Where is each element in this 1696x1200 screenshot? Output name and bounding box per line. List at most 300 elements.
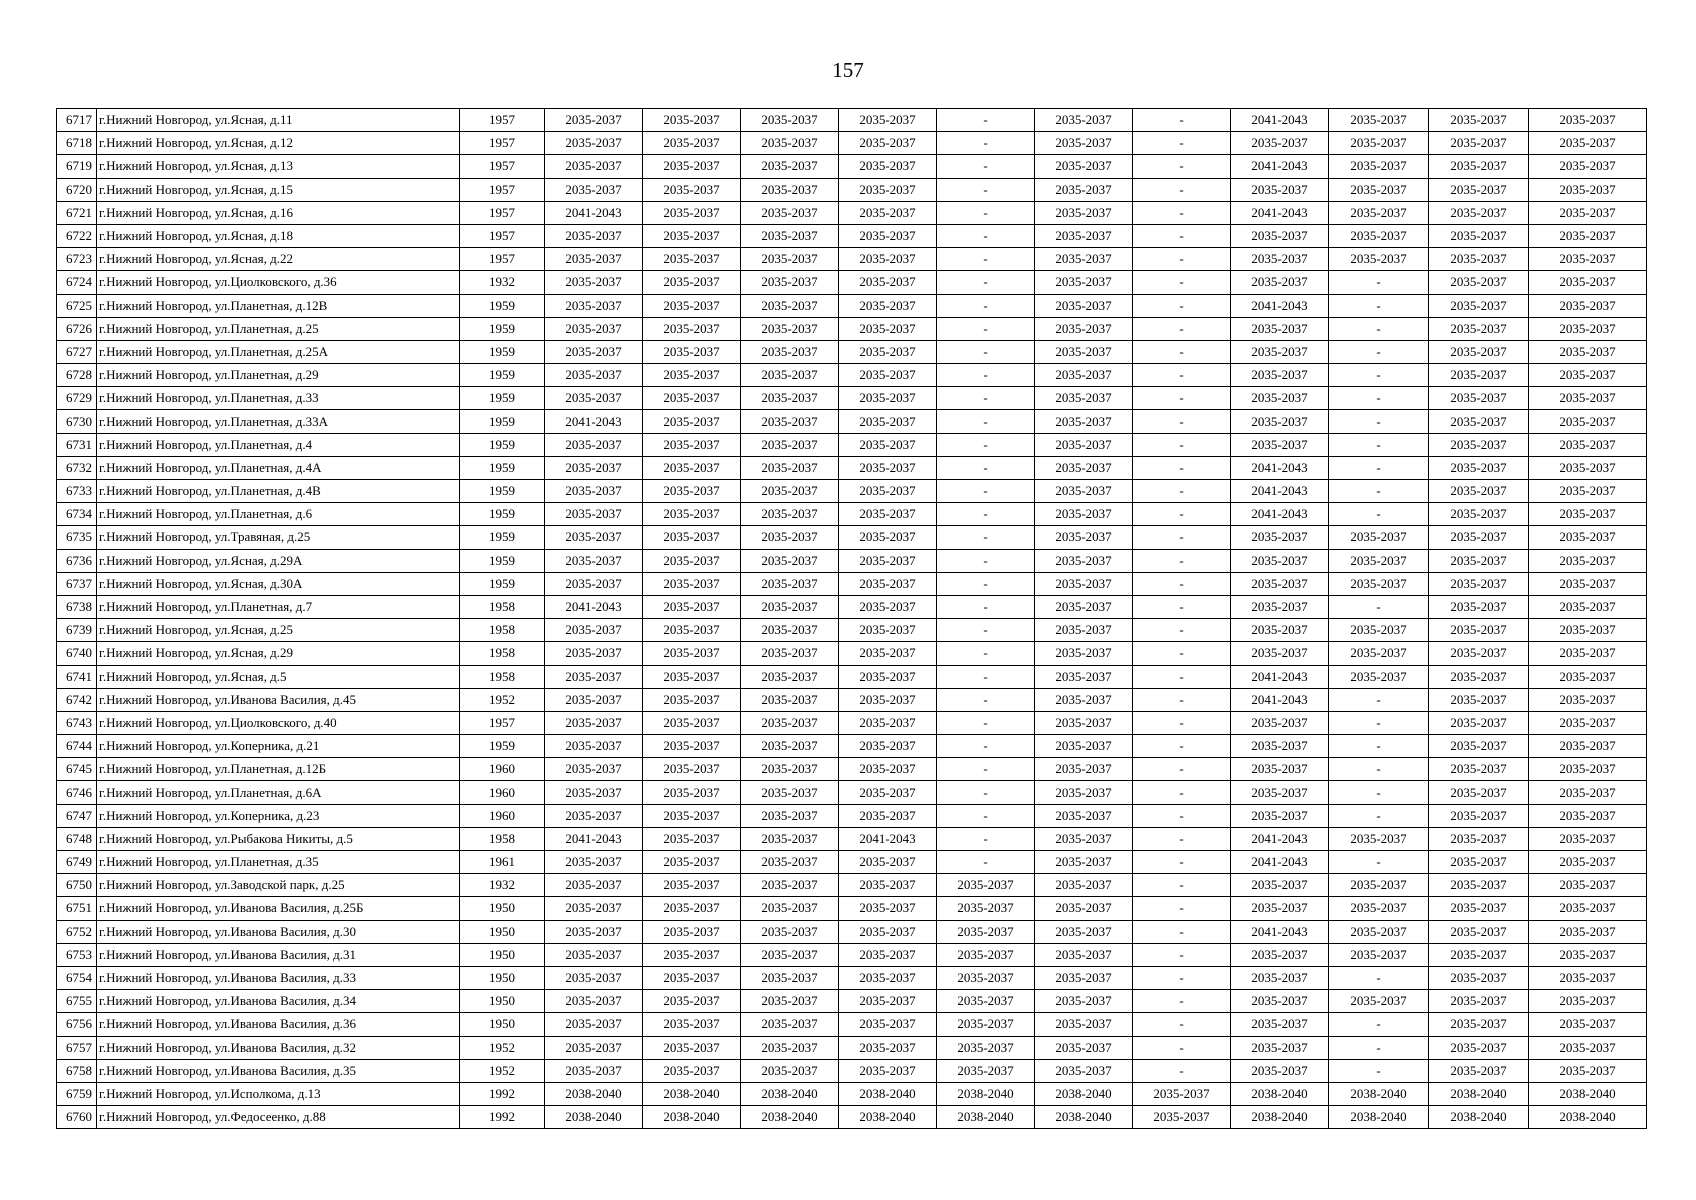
term-cell-1: 2035-2037 [545, 178, 643, 201]
term-cell-7: - [1133, 688, 1231, 711]
term-cell-5: - [937, 781, 1035, 804]
term-cell-7: - [1133, 132, 1231, 155]
term-cell-2: 2035-2037 [643, 943, 741, 966]
term-cell-5: - [937, 688, 1035, 711]
table-row [57, 572, 1647, 595]
term-cell-11: 2035-2037 [1529, 503, 1647, 526]
term-cell-6: 2035-2037 [1035, 294, 1133, 317]
term-cell-3: 2035-2037 [741, 132, 839, 155]
table-row [57, 874, 1647, 897]
term-cell-9: 2035-2037 [1329, 642, 1429, 665]
term-cell-4: 2035-2037 [839, 132, 937, 155]
term-cell-2: 2035-2037 [643, 155, 741, 178]
term-cell-9: - [1329, 317, 1429, 340]
term-cell-6: 2035-2037 [1035, 248, 1133, 271]
term-cell-5: - [937, 433, 1035, 456]
term-cell-4: 2035-2037 [839, 549, 937, 572]
row-number-cell: 6724 [57, 271, 97, 294]
term-cell-3: 2035-2037 [741, 595, 839, 618]
table-row [57, 224, 1647, 247]
term-cell-11: 2035-2037 [1529, 758, 1647, 781]
term-cell-2: 2035-2037 [643, 132, 741, 155]
term-cell-2: 2035-2037 [643, 433, 741, 456]
address-cell: г.Нижний Новгород, ул.Ясная, д.25 [97, 619, 460, 642]
row-number-cell: 6720 [57, 178, 97, 201]
year-cell: 1957 [460, 132, 545, 155]
term-cell-7: - [1133, 619, 1231, 642]
year-cell: 1959 [460, 480, 545, 503]
address-cell: г.Нижний Новгород, ул.Ясная, д.12 [97, 132, 460, 155]
term-cell-10: 2038-2040 [1429, 1106, 1529, 1129]
term-cell-9: - [1329, 595, 1429, 618]
term-cell-8: 2035-2037 [1231, 317, 1329, 340]
year-cell: 1957 [460, 155, 545, 178]
row-number-cell: 6726 [57, 317, 97, 340]
term-cell-4: 2035-2037 [839, 990, 937, 1013]
year-cell: 1952 [460, 1059, 545, 1082]
row-number-cell: 6735 [57, 526, 97, 549]
address-cell: г.Нижний Новгород, ул.Ясная, д.15 [97, 178, 460, 201]
table-row [57, 1082, 1647, 1105]
term-cell-5: - [937, 178, 1035, 201]
term-cell-7: - [1133, 433, 1231, 456]
term-cell-2: 2035-2037 [643, 178, 741, 201]
table-row [57, 619, 1647, 642]
term-cell-7: - [1133, 665, 1231, 688]
term-cell-11: 2035-2037 [1529, 178, 1647, 201]
year-cell: 1992 [460, 1106, 545, 1129]
term-cell-1: 2035-2037 [545, 688, 643, 711]
row-number-cell: 6739 [57, 619, 97, 642]
address-cell: г.Нижний Новгород, ул.Заводской парк, д.25 [97, 874, 460, 897]
term-cell-3: 2035-2037 [741, 433, 839, 456]
table-row [57, 248, 1647, 271]
table-row [57, 364, 1647, 387]
table-row [57, 1106, 1647, 1129]
term-cell-2: 2035-2037 [643, 364, 741, 387]
term-cell-3: 2035-2037 [741, 665, 839, 688]
term-cell-6: 2035-2037 [1035, 549, 1133, 572]
term-cell-6: 2035-2037 [1035, 433, 1133, 456]
year-cell: 1957 [460, 178, 545, 201]
term-cell-7: - [1133, 920, 1231, 943]
term-cell-5: 2035-2037 [937, 943, 1035, 966]
term-cell-10: 2035-2037 [1429, 781, 1529, 804]
row-number-cell: 6751 [57, 897, 97, 920]
term-cell-3: 2035-2037 [741, 155, 839, 178]
term-cell-3: 2035-2037 [741, 224, 839, 247]
term-cell-9: - [1329, 735, 1429, 758]
row-number-cell: 6756 [57, 1013, 97, 1036]
address-cell: г.Нижний Новгород, ул.Иванова Василия, д.45 [97, 688, 460, 711]
address-cell: г.Нижний Новгород, ул.Ясная, д.29А [97, 549, 460, 572]
term-cell-4: 2035-2037 [839, 526, 937, 549]
table-row [57, 132, 1647, 155]
term-cell-10: 2035-2037 [1429, 132, 1529, 155]
term-cell-11: 2035-2037 [1529, 595, 1647, 618]
term-cell-5: - [937, 758, 1035, 781]
term-cell-10: 2035-2037 [1429, 642, 1529, 665]
term-cell-5: - [937, 271, 1035, 294]
table-row [57, 503, 1647, 526]
term-cell-5: - [937, 201, 1035, 224]
year-cell: 1959 [460, 735, 545, 758]
term-cell-4: 2035-2037 [839, 874, 937, 897]
term-cell-4: 2035-2037 [839, 688, 937, 711]
term-cell-6: 2035-2037 [1035, 178, 1133, 201]
term-cell-10: 2035-2037 [1429, 549, 1529, 572]
term-cell-1: 2035-2037 [545, 1059, 643, 1082]
year-cell: 1952 [460, 1036, 545, 1059]
term-cell-10: 2035-2037 [1429, 224, 1529, 247]
term-cell-6: 2035-2037 [1035, 688, 1133, 711]
term-cell-11: 2035-2037 [1529, 572, 1647, 595]
term-cell-11: 2035-2037 [1529, 433, 1647, 456]
term-cell-6: 2035-2037 [1035, 642, 1133, 665]
term-cell-6: 2035-2037 [1035, 109, 1133, 132]
row-number-cell: 6747 [57, 804, 97, 827]
term-cell-6: 2035-2037 [1035, 804, 1133, 827]
term-cell-8: 2035-2037 [1231, 642, 1329, 665]
term-cell-3: 2035-2037 [741, 1036, 839, 1059]
address-cell: г.Нижний Новгород, ул.Планетная, д.4А [97, 456, 460, 479]
term-cell-6: 2035-2037 [1035, 503, 1133, 526]
term-cell-9: - [1329, 804, 1429, 827]
term-cell-5: - [937, 851, 1035, 874]
term-cell-5: - [937, 526, 1035, 549]
term-cell-10: 2035-2037 [1429, 248, 1529, 271]
term-cell-2: 2035-2037 [643, 201, 741, 224]
year-cell: 1959 [460, 503, 545, 526]
term-cell-2: 2035-2037 [643, 526, 741, 549]
term-cell-3: 2035-2037 [741, 758, 839, 781]
term-cell-10: 2035-2037 [1429, 1013, 1529, 1036]
term-cell-11: 2035-2037 [1529, 920, 1647, 943]
term-cell-2: 2035-2037 [643, 595, 741, 618]
term-cell-3: 2035-2037 [741, 503, 839, 526]
term-cell-7: - [1133, 456, 1231, 479]
year-cell: 1959 [460, 549, 545, 572]
term-cell-2: 2035-2037 [643, 456, 741, 479]
term-cell-2: 2035-2037 [643, 851, 741, 874]
term-cell-11: 2035-2037 [1529, 966, 1647, 989]
term-cell-7: - [1133, 595, 1231, 618]
term-cell-10: 2035-2037 [1429, 201, 1529, 224]
term-cell-1: 2035-2037 [545, 364, 643, 387]
term-cell-1: 2035-2037 [545, 480, 643, 503]
table-row [57, 897, 1647, 920]
table-row [57, 433, 1647, 456]
term-cell-3: 2035-2037 [741, 572, 839, 595]
address-cell: г.Нижний Новгород, ул.Коперника, д.21 [97, 735, 460, 758]
term-cell-6: 2035-2037 [1035, 456, 1133, 479]
row-number-cell: 6755 [57, 990, 97, 1013]
term-cell-2: 2035-2037 [643, 920, 741, 943]
term-cell-4: 2035-2037 [839, 410, 937, 433]
year-cell: 1960 [460, 804, 545, 827]
address-cell: г.Нижний Новгород, ул.Исполкома, д.13 [97, 1082, 460, 1105]
year-cell: 1961 [460, 851, 545, 874]
term-cell-9: 2035-2037 [1329, 572, 1429, 595]
address-cell: г.Нижний Новгород, ул.Планетная, д.4 [97, 433, 460, 456]
term-cell-5: - [937, 572, 1035, 595]
term-cell-5: - [937, 294, 1035, 317]
term-cell-8: 2038-2040 [1231, 1082, 1329, 1105]
address-cell: г.Нижний Новгород, ул.Иванова Василия, д.34 [97, 990, 460, 1013]
term-cell-9: 2035-2037 [1329, 178, 1429, 201]
term-cell-8: 2035-2037 [1231, 271, 1329, 294]
term-cell-3: 2035-2037 [741, 340, 839, 363]
row-number-cell: 6744 [57, 735, 97, 758]
term-cell-11: 2035-2037 [1529, 526, 1647, 549]
term-cell-5: - [937, 619, 1035, 642]
table-row [57, 851, 1647, 874]
row-number-cell: 6731 [57, 433, 97, 456]
year-cell: 1958 [460, 665, 545, 688]
term-cell-2: 2035-2037 [643, 387, 741, 410]
address-cell: г.Нижний Новгород, ул.Циолковского, д.36 [97, 271, 460, 294]
term-cell-7: - [1133, 503, 1231, 526]
term-cell-11: 2035-2037 [1529, 109, 1647, 132]
address-cell: г.Нижний Новгород, ул.Иванова Василия, д.30 [97, 920, 460, 943]
term-cell-7: 2035-2037 [1133, 1106, 1231, 1129]
table-row [57, 1036, 1647, 1059]
term-cell-7: - [1133, 549, 1231, 572]
term-cell-6: 2035-2037 [1035, 619, 1133, 642]
term-cell-2: 2035-2037 [643, 897, 741, 920]
term-cell-10: 2035-2037 [1429, 109, 1529, 132]
term-cell-3: 2035-2037 [741, 711, 839, 734]
year-cell: 1992 [460, 1082, 545, 1105]
term-cell-11: 2035-2037 [1529, 1036, 1647, 1059]
table-row [57, 271, 1647, 294]
year-cell: 1959 [460, 364, 545, 387]
table-row [57, 155, 1647, 178]
term-cell-1: 2035-2037 [545, 874, 643, 897]
term-cell-2: 2035-2037 [643, 665, 741, 688]
address-cell: г.Нижний Новгород, ул.Иванова Василия, д.31 [97, 943, 460, 966]
term-cell-2: 2035-2037 [643, 271, 741, 294]
term-cell-3: 2035-2037 [741, 897, 839, 920]
term-cell-1: 2038-2040 [545, 1082, 643, 1105]
term-cell-8: 2035-2037 [1231, 735, 1329, 758]
term-cell-1: 2035-2037 [545, 711, 643, 734]
term-cell-1: 2035-2037 [545, 990, 643, 1013]
term-cell-10: 2035-2037 [1429, 503, 1529, 526]
term-cell-8: 2041-2043 [1231, 456, 1329, 479]
term-cell-10: 2035-2037 [1429, 480, 1529, 503]
term-cell-8: 2041-2043 [1231, 503, 1329, 526]
term-cell-1: 2041-2043 [545, 595, 643, 618]
term-cell-3: 2035-2037 [741, 688, 839, 711]
term-cell-7: - [1133, 943, 1231, 966]
term-cell-10: 2038-2040 [1429, 1082, 1529, 1105]
term-cell-8: 2038-2040 [1231, 1106, 1329, 1129]
term-cell-10: 2035-2037 [1429, 735, 1529, 758]
address-cell: г.Нижний Новгород, ул.Планетная, д.7 [97, 595, 460, 618]
term-cell-1: 2035-2037 [545, 781, 643, 804]
address-cell: г.Нижний Новгород, ул.Планетная, д.25 [97, 317, 460, 340]
term-cell-9: 2035-2037 [1329, 827, 1429, 850]
term-cell-4: 2035-2037 [839, 1013, 937, 1036]
term-cell-1: 2035-2037 [545, 619, 643, 642]
term-cell-9: - [1329, 1013, 1429, 1036]
year-cell: 1932 [460, 874, 545, 897]
address-cell: г.Нижний Новгород, ул.Иванова Василия, д.33 [97, 966, 460, 989]
table-row [57, 178, 1647, 201]
term-cell-2: 2035-2037 [643, 317, 741, 340]
term-cell-4: 2035-2037 [839, 248, 937, 271]
address-cell: г.Нижний Новгород, ул.Ясная, д.29 [97, 642, 460, 665]
row-number-cell: 6760 [57, 1106, 97, 1129]
year-cell: 1957 [460, 224, 545, 247]
term-cell-1: 2035-2037 [545, 572, 643, 595]
row-number-cell: 6730 [57, 410, 97, 433]
term-cell-1: 2035-2037 [545, 920, 643, 943]
term-cell-2: 2035-2037 [643, 224, 741, 247]
term-cell-5: - [937, 317, 1035, 340]
row-number-cell: 6736 [57, 549, 97, 572]
year-cell: 1958 [460, 827, 545, 850]
term-cell-8: 2041-2043 [1231, 688, 1329, 711]
term-cell-3: 2035-2037 [741, 943, 839, 966]
term-cell-4: 2035-2037 [839, 387, 937, 410]
term-cell-4: 2035-2037 [839, 781, 937, 804]
term-cell-7: - [1133, 874, 1231, 897]
term-cell-8: 2035-2037 [1231, 224, 1329, 247]
term-cell-8: 2041-2043 [1231, 851, 1329, 874]
term-cell-11: 2038-2040 [1529, 1106, 1647, 1129]
term-cell-6: 2035-2037 [1035, 781, 1133, 804]
table-row [57, 781, 1647, 804]
term-cell-3: 2035-2037 [741, 201, 839, 224]
term-cell-1: 2038-2040 [545, 1106, 643, 1129]
term-cell-9: - [1329, 966, 1429, 989]
term-cell-11: 2035-2037 [1529, 271, 1647, 294]
term-cell-3: 2038-2040 [741, 1106, 839, 1129]
term-cell-9: - [1329, 480, 1429, 503]
term-cell-7: - [1133, 1036, 1231, 1059]
term-cell-1: 2035-2037 [545, 132, 643, 155]
term-cell-10: 2035-2037 [1429, 410, 1529, 433]
term-cell-11: 2035-2037 [1529, 224, 1647, 247]
term-cell-8: 2035-2037 [1231, 595, 1329, 618]
term-cell-8: 2035-2037 [1231, 1013, 1329, 1036]
term-cell-1: 2035-2037 [545, 966, 643, 989]
address-cell: г.Нижний Новгород, ул.Планетная, д.4В [97, 480, 460, 503]
term-cell-1: 2035-2037 [545, 549, 643, 572]
table-row [57, 943, 1647, 966]
term-cell-6: 2035-2037 [1035, 132, 1133, 155]
term-cell-10: 2035-2037 [1429, 827, 1529, 850]
term-cell-4: 2035-2037 [839, 966, 937, 989]
term-cell-7: - [1133, 781, 1231, 804]
term-cell-8: 2041-2043 [1231, 155, 1329, 178]
address-cell: г.Нижний Новгород, ул.Планетная, д.6А [97, 781, 460, 804]
term-cell-1: 2035-2037 [545, 758, 643, 781]
table-row [57, 340, 1647, 363]
term-cell-1: 2035-2037 [545, 503, 643, 526]
term-cell-2: 2035-2037 [643, 1059, 741, 1082]
term-cell-8: 2035-2037 [1231, 433, 1329, 456]
term-cell-1: 2035-2037 [545, 109, 643, 132]
year-cell: 1959 [460, 433, 545, 456]
term-cell-2: 2035-2037 [643, 294, 741, 317]
term-cell-9: 2035-2037 [1329, 665, 1429, 688]
term-cell-8: 2035-2037 [1231, 758, 1329, 781]
term-cell-10: 2035-2037 [1429, 294, 1529, 317]
term-cell-1: 2035-2037 [545, 897, 643, 920]
term-cell-10: 2035-2037 [1429, 456, 1529, 479]
term-cell-4: 2035-2037 [839, 735, 937, 758]
term-cell-7: - [1133, 711, 1231, 734]
term-cell-5: - [937, 387, 1035, 410]
term-cell-6: 2035-2037 [1035, 572, 1133, 595]
term-cell-7: - [1133, 387, 1231, 410]
table-row [57, 387, 1647, 410]
term-cell-8: 2041-2043 [1231, 827, 1329, 850]
term-cell-7: - [1133, 340, 1231, 363]
term-cell-9: 2035-2037 [1329, 248, 1429, 271]
term-cell-9: - [1329, 503, 1429, 526]
term-cell-7: - [1133, 248, 1231, 271]
term-cell-2: 2035-2037 [643, 549, 741, 572]
term-cell-9: - [1329, 271, 1429, 294]
term-cell-10: 2035-2037 [1429, 340, 1529, 363]
table-row [57, 456, 1647, 479]
term-cell-11: 2035-2037 [1529, 248, 1647, 271]
term-cell-3: 2035-2037 [741, 387, 839, 410]
term-cell-6: 2035-2037 [1035, 595, 1133, 618]
term-cell-10: 2035-2037 [1429, 851, 1529, 874]
term-cell-11: 2035-2037 [1529, 317, 1647, 340]
term-cell-5: - [937, 804, 1035, 827]
term-cell-8: 2035-2037 [1231, 966, 1329, 989]
year-cell: 1958 [460, 619, 545, 642]
term-cell-3: 2035-2037 [741, 549, 839, 572]
term-cell-5: - [937, 665, 1035, 688]
term-cell-2: 2035-2037 [643, 874, 741, 897]
term-cell-11: 2035-2037 [1529, 781, 1647, 804]
year-cell: 1959 [460, 340, 545, 363]
address-cell: г.Нижний Новгород, ул.Рыбакова Никиты, д.5 [97, 827, 460, 850]
term-cell-8: 2035-2037 [1231, 572, 1329, 595]
year-cell: 1957 [460, 109, 545, 132]
term-cell-7: - [1133, 155, 1231, 178]
term-cell-5: 2038-2040 [937, 1106, 1035, 1129]
term-cell-4: 2035-2037 [839, 340, 937, 363]
term-cell-9: 2035-2037 [1329, 619, 1429, 642]
term-cell-9: - [1329, 758, 1429, 781]
row-number-cell: 6719 [57, 155, 97, 178]
term-cell-6: 2035-2037 [1035, 224, 1133, 247]
table-row [57, 966, 1647, 989]
term-cell-7: - [1133, 526, 1231, 549]
term-cell-7: - [1133, 224, 1231, 247]
term-cell-5: - [937, 503, 1035, 526]
term-cell-3: 2035-2037 [741, 920, 839, 943]
address-cell: г.Нижний Новгород, ул.Травяная, д.25 [97, 526, 460, 549]
year-cell: 1960 [460, 758, 545, 781]
term-cell-8: 2035-2037 [1231, 1059, 1329, 1082]
row-number-cell: 6758 [57, 1059, 97, 1082]
term-cell-6: 2035-2037 [1035, 1013, 1133, 1036]
term-cell-3: 2035-2037 [741, 781, 839, 804]
term-cell-7: - [1133, 109, 1231, 132]
schedule-table [56, 108, 1647, 1129]
term-cell-6: 2035-2037 [1035, 920, 1133, 943]
term-cell-6: 2035-2037 [1035, 827, 1133, 850]
